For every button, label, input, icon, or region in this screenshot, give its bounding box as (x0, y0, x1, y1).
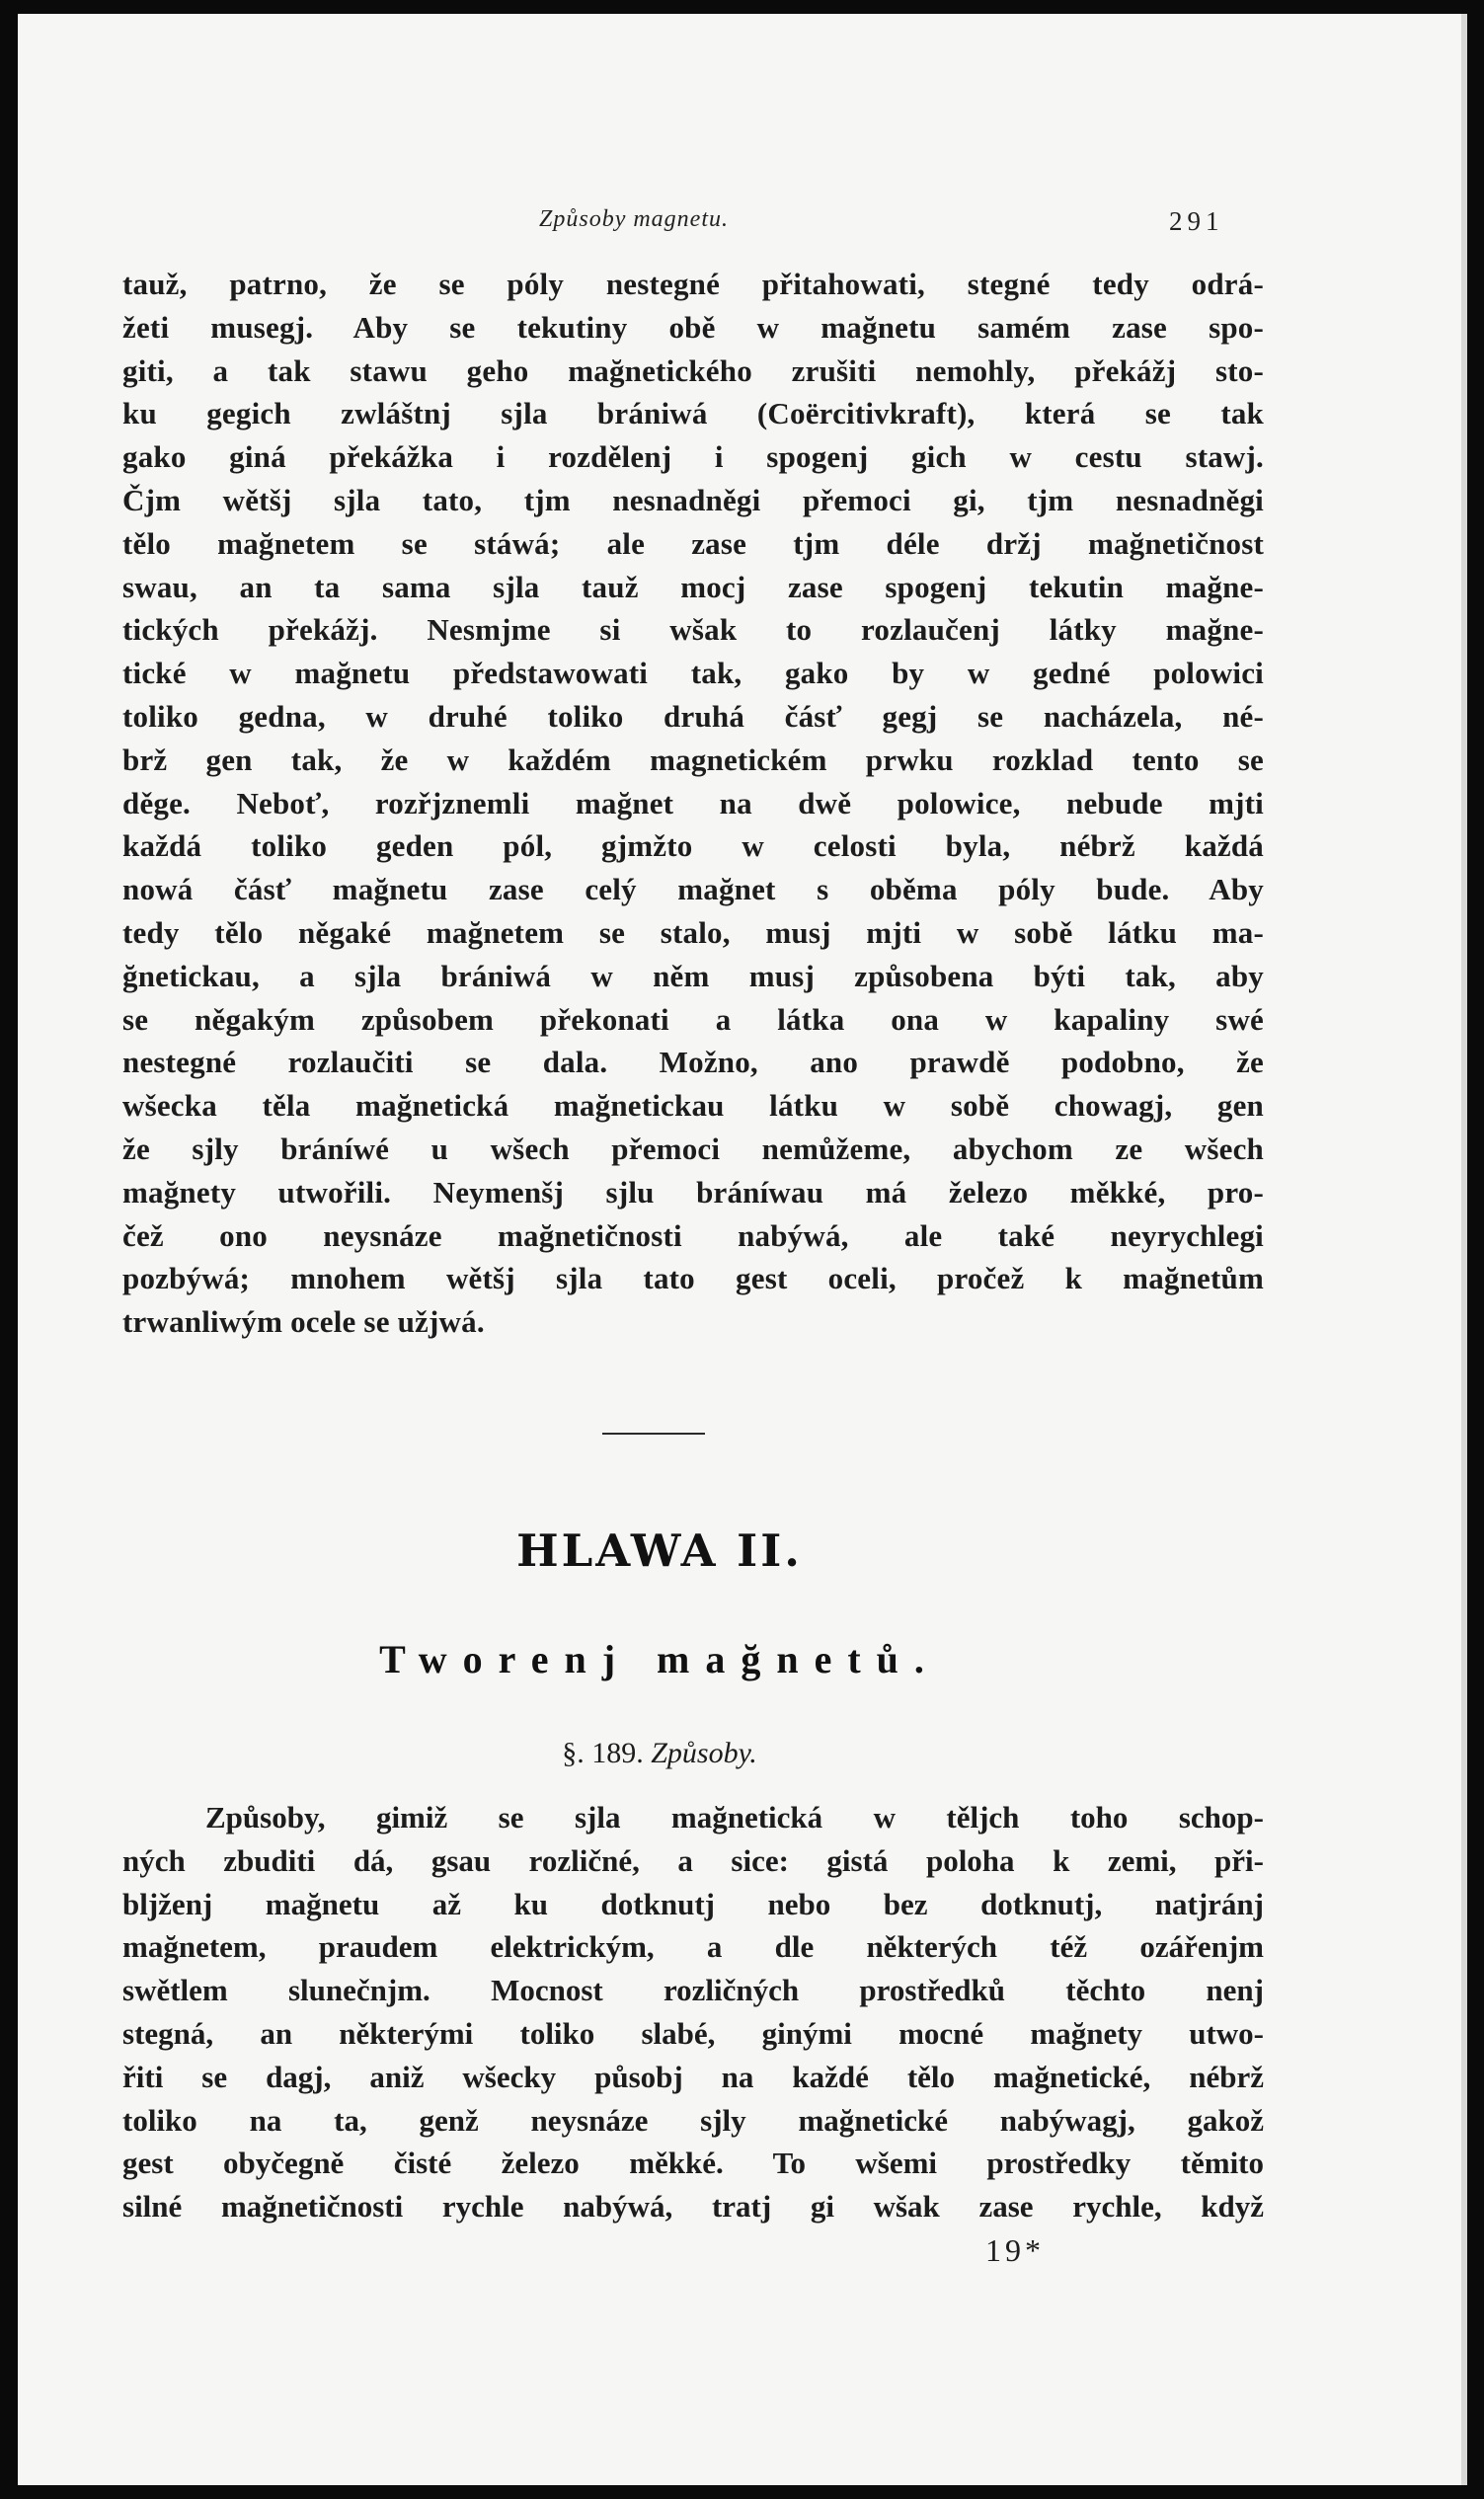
text-line: trwanliwým ocele se užjwá. (122, 1304, 485, 1340)
text-line: mağnetem, praudem elektrickým, a dle některých též ozářenjm (122, 1929, 1264, 1965)
text-line: každá toliko geden pól, gjmžto w celosti byla, nébrž každá (122, 828, 1264, 864)
text-line: tických překážj. Nesmjme si wšak to rozlaučenj látky mağne- (122, 612, 1264, 648)
section-title: Způsoby. (651, 1737, 757, 1769)
text-line: děge. Neboť, rozřjznemli mağnet na dwě polowice, nebude mjti (122, 785, 1264, 820)
book-page (18, 14, 1467, 2485)
text-line: tedy tělo něgaké mağnetem se stalo, musj mjti w sobě látku ma- (122, 914, 1264, 950)
text-line: se něgakým způsobem překonati a látka ona w kapaliny swé (122, 1001, 1264, 1037)
text-line: pozbýwá; mnohem wětšj sjla tato gest oceli, pročež k mağnetům (122, 1261, 1264, 1296)
running-head-title: Způsoby magnetu. (539, 206, 729, 232)
paragraph-continued (122, 263, 1264, 1344)
text-line: ných zbuditi dá, gsau rozličné, a sice: gistá poloha k zemi, při- (122, 1842, 1264, 1878)
text-line: gest obyčegně čisté železo měkké. To wšemi prostředky těmito (122, 2146, 1264, 2181)
text-line: gako giná překážka i rozdělenj i spogenj gich w cestu stawj. (122, 439, 1264, 475)
text-line: ku gegich zwláštnj sjla brániwá (Coërcitivkraft), která se tak (122, 396, 1264, 431)
text-line: Čjm wětšj sjla tato, tjm nesnadněgi přemoci gi, tjm nesnadněgi (122, 482, 1264, 517)
text-line: čež ono neysnáze mağnetičnosti nabýwá, ale také neyrychlegi (122, 1217, 1264, 1253)
text-line: nowá čásť mağnetu zase celý mağnet s oběma póly bude. Aby (122, 872, 1264, 907)
text-line: silné mağnetičnosti rychle nabýwá, tratj gi wšak zase rychle, když (122, 2189, 1264, 2225)
chapter-heading: HLAWA II. (516, 1524, 803, 1577)
text-line: tauž, patrno, že se póly nestegné přitahowati, stegné tedy odrá- (122, 267, 1264, 301)
text-line: brž gen tak, že w každém magnetickém prwku rozklad tento se (122, 742, 1264, 777)
section-number: §. 189. (562, 1737, 644, 1769)
text-line: bljženj mağnetu až ku dotknutj nebo bez dotknutj, natjránj (122, 1886, 1264, 1921)
running-head (18, 206, 1461, 236)
text-line: wšecka těla mağnetická mağnetickau látku w sobě chowagj, gen (122, 1088, 1264, 1124)
text-line: žeti musegj. Aby se tekutiny obě w mağnetu samém zase spo- (122, 309, 1264, 345)
text-line: swau, an ta sama sjla tauž mocj zase spogenj tekutin mağne- (122, 569, 1264, 604)
text-line: giti, a tak stawu geho mağnetického zrušiti nemohly, překážj sto- (122, 352, 1264, 388)
text-line: tické w mağnetu předstawowati tak, gako by w gedné polowici (122, 656, 1264, 691)
text-line: toliko na ta, genž neysnáze sjly mağnetické nabýwagj, gakož (122, 2102, 1264, 2138)
text-line: ğnetickau, a sjla brániwá w něm musj způsobena býti tak, aby (122, 958, 1264, 993)
page-number: 291 (1169, 206, 1224, 236)
paragraph-section-189 (122, 1796, 1264, 2228)
text-line: stegná, an některými toliko slabé, ginými mocné mağnety utwo- (122, 2015, 1264, 2051)
text-line: Způsoby, gimiž se sjla mağnetická w těljch toho schop- (205, 1800, 1264, 1835)
section-heading (18, 1737, 1301, 1770)
text-line: mağnety utwořili. Neymenšj sjlu bráníwau má železo měkké, pro- (122, 1174, 1264, 1210)
section-divider (602, 1433, 705, 1435)
text-line: nestegné rozlaučiti se dala. Možno, ano prawdě podobno, že (122, 1045, 1264, 1080)
chapter-subtitle: Tworenj mağnetů. (379, 1637, 940, 1681)
text-line: řiti se dagj, aniž wšecky působj na každé tělo mağnetické, nébrž (122, 2059, 1264, 2094)
text-line: že sjly bráníwé u wšech přemoci nemůžeme, abychom ze wšech (122, 1131, 1264, 1166)
text-line: tělo mağnetem se stáwá; ale zase tjm déle držj mağnetičnost (122, 525, 1264, 561)
text-line: toliko gedna, w druhé toliko druhá čásť gegj se nacházela, né- (122, 698, 1264, 734)
signature-mark: 19* (985, 2232, 1045, 2268)
text-line: swětlem slunečnjm. Mocnost rozličných prostředků těchto nenj (122, 1973, 1264, 2008)
